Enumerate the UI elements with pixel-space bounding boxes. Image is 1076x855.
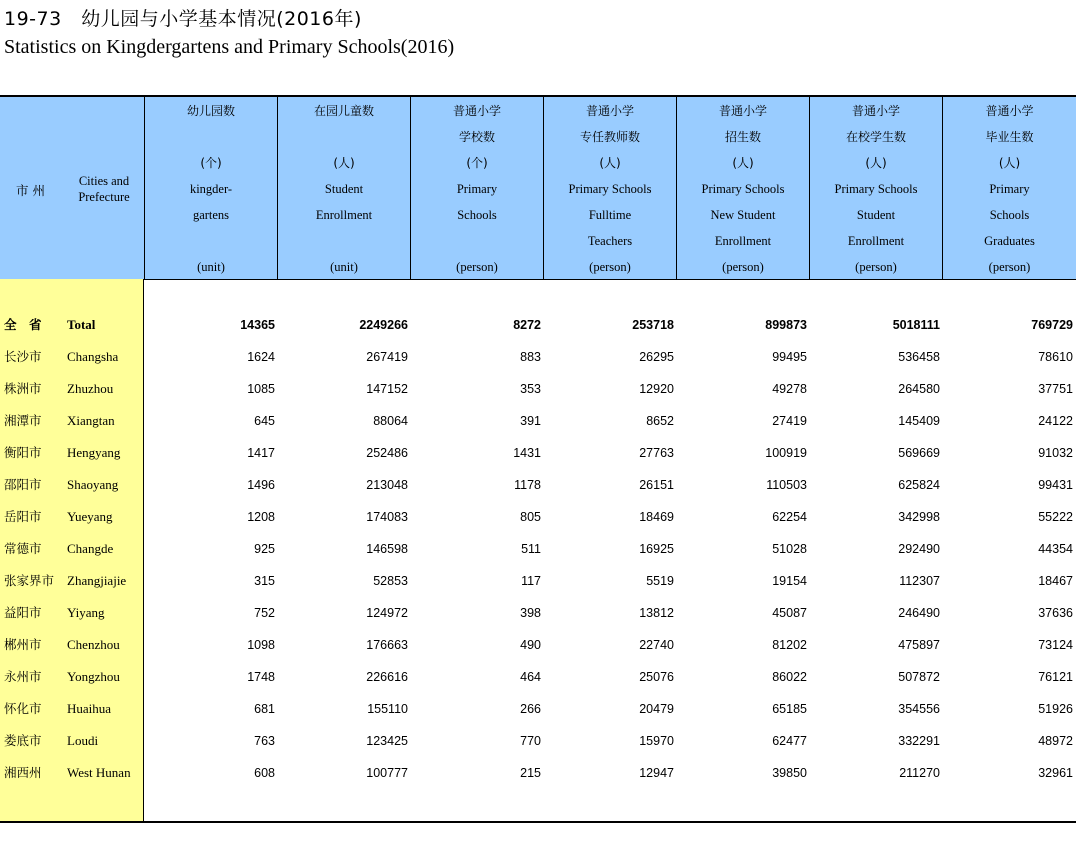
row-label-english: Changsha <box>67 349 119 364</box>
table-cell: 770 <box>520 734 541 748</box>
row-label-chinese: 衡阳市 <box>4 445 42 460</box>
column-header-line: Primary Schools <box>834 182 918 196</box>
table-cell: 391 <box>520 414 541 428</box>
column-header-line: (person) <box>589 260 631 274</box>
table-cell: 1085 <box>247 382 275 396</box>
table-cell: 267419 <box>366 350 408 364</box>
table-cell: 26295 <box>639 350 674 364</box>
table-cell: 12947 <box>639 766 674 780</box>
table-cell: 5519 <box>646 574 674 588</box>
table-cell: 39850 <box>772 766 807 780</box>
row-label-english: Chenzhou <box>67 637 120 652</box>
column-header-line: Enrollment <box>847 234 905 248</box>
column-header-line: Primary <box>989 182 1030 196</box>
row-label-chinese: 岳阳市 <box>4 509 42 524</box>
table-cell: 22740 <box>639 638 674 652</box>
column-header-line <box>278 233 410 249</box>
row-label-chinese: 永州市 <box>4 669 42 684</box>
page-title-chinese: 19-73 幼儿园与小学基本情况(2016年) <box>4 8 362 30</box>
row-label-chinese: 湘西州 <box>4 765 42 780</box>
column-header-line: 普通小学 <box>851 104 900 118</box>
table-cell: 252486 <box>366 446 408 460</box>
table-cell: 475897 <box>898 638 940 652</box>
column-header-line: 毕业生数 <box>985 130 1034 144</box>
column-header-line: (人) <box>865 156 887 170</box>
table-row <box>0 603 1076 623</box>
column-header-line: 学校数 <box>458 130 495 144</box>
row-label-english: Yongzhou <box>67 669 120 684</box>
table-cell: 14365 <box>240 318 275 332</box>
column-header-line <box>411 233 543 249</box>
column-header-line: (person) <box>855 260 897 274</box>
table-cell: 112307 <box>899 574 940 588</box>
table-cell: 507872 <box>898 670 940 684</box>
table-cell: 117 <box>521 574 541 588</box>
column-header-line: (人) <box>732 156 754 170</box>
table-cell: 805 <box>520 510 541 524</box>
table-cell: 62254 <box>772 510 807 524</box>
table-bottom-rule <box>0 821 1076 823</box>
row-label-english: Huaihua <box>67 701 112 716</box>
table-cell: 62477 <box>772 734 807 748</box>
table-cell: 1496 <box>247 478 275 492</box>
column-header-line: Enrollment <box>714 234 772 248</box>
table-cell: 18469 <box>639 510 674 524</box>
column-header-line: (个) <box>466 156 488 170</box>
table-cell: 16925 <box>639 542 674 556</box>
table-cell: 18467 <box>1038 574 1073 588</box>
table-cell: 25076 <box>639 670 674 684</box>
table-cell: 100919 <box>765 446 807 460</box>
table-cell: 315 <box>254 574 275 588</box>
column-header-line: 专任教师数 <box>579 130 640 144</box>
column-header-line: Teachers <box>587 234 633 248</box>
column-header-line: 在园儿童数 <box>313 104 374 118</box>
table-row <box>0 667 1076 687</box>
statistics-table <box>0 95 1076 823</box>
table-cell: 2249266 <box>359 318 408 332</box>
column-header-line <box>145 233 277 249</box>
table-row <box>0 731 1076 751</box>
table-cell: 511 <box>521 542 541 556</box>
table-cell: 625824 <box>898 478 940 492</box>
table-cell: 44354 <box>1038 542 1073 556</box>
column-header-line: kingder- <box>189 182 233 196</box>
column-header-3 <box>410 97 543 279</box>
column-header-line: Student <box>856 208 896 222</box>
table-cell: 174083 <box>366 510 408 524</box>
table-cell: 27763 <box>639 446 674 460</box>
table-cell: 81202 <box>772 638 807 652</box>
column-header-line: 招生数 <box>724 130 761 144</box>
table-cell: 226616 <box>366 670 408 684</box>
row-label-english: West Hunan <box>67 765 131 780</box>
table-row <box>0 699 1076 719</box>
row-label-english: Hengyang <box>67 445 121 460</box>
column-header-line: 在校学生数 <box>845 130 906 144</box>
column-header-line: (unit) <box>197 260 225 274</box>
column-header-line: Schools <box>989 208 1030 222</box>
table-cell: 5018111 <box>892 318 940 332</box>
row-label-chinese: 全 省 <box>4 317 42 332</box>
table-row <box>0 475 1076 495</box>
column-header-line: Graduates <box>984 234 1035 248</box>
column-header-line: Primary Schools <box>568 182 652 196</box>
column-header-1 <box>144 97 277 279</box>
row-label-chinese: 张家界市 <box>4 573 55 588</box>
row-label-english: Yueyang <box>67 509 113 524</box>
table-cell: 1748 <box>247 670 275 684</box>
stub-header-english <box>74 173 134 205</box>
table-cell: 763 <box>254 734 275 748</box>
table-cell: 213048 <box>366 478 408 492</box>
table-cell: 1178 <box>514 478 541 492</box>
row-label-chinese: 怀化市 <box>4 701 42 716</box>
table-cell: 19154 <box>772 574 807 588</box>
table-cell: 52853 <box>373 574 408 588</box>
row-label-english: Shaoyang <box>67 477 119 492</box>
column-header-line <box>145 129 277 145</box>
table-cell: 1624 <box>247 350 275 364</box>
table-cell: 342998 <box>898 510 940 524</box>
column-header-line: (人) <box>333 156 355 170</box>
column-header-line: gartens <box>192 208 230 222</box>
table-cell: 27419 <box>772 414 807 428</box>
column-header-line: 普通小学 <box>985 104 1034 118</box>
column-header-line: Enrollment <box>315 208 373 222</box>
row-label-english: Loudi <box>67 733 99 748</box>
table-cell: 1098 <box>247 638 275 652</box>
row-label-chinese: 株洲市 <box>4 381 42 396</box>
column-header-2 <box>277 97 410 279</box>
stub-header-english-line2: Prefecture <box>78 190 130 204</box>
row-label-english: Zhuzhou <box>67 381 114 396</box>
table-cell: 37636 <box>1038 606 1073 620</box>
table-row <box>0 507 1076 527</box>
table-cell: 681 <box>254 702 275 716</box>
table-cell: 211270 <box>899 766 940 780</box>
table-cell: 353 <box>520 382 541 396</box>
row-label-english: Xiangtan <box>67 413 115 428</box>
table-cell: 48972 <box>1038 734 1073 748</box>
table-cell: 99431 <box>1038 478 1073 492</box>
column-header-line: (个) <box>200 156 222 170</box>
table-cell: 883 <box>520 350 541 364</box>
row-label-english: Changde <box>67 541 114 556</box>
table-header <box>0 97 1076 280</box>
table-cell: 99495 <box>772 350 807 364</box>
column-header-line: Primary Schools <box>701 182 785 196</box>
table-cell: 110503 <box>766 478 807 492</box>
column-header-line <box>278 129 410 145</box>
table-cell: 13812 <box>639 606 674 620</box>
table-cell: 37751 <box>1038 382 1073 396</box>
table-cell: 752 <box>254 606 275 620</box>
table-cell: 292490 <box>898 542 940 556</box>
column-header-line: Schools <box>457 208 497 222</box>
column-header-line: (person) <box>722 260 764 274</box>
table-cell: 645 <box>254 414 275 428</box>
table-cell: 145409 <box>898 414 940 428</box>
row-label-chinese: 长沙市 <box>4 349 42 364</box>
table-cell: 354556 <box>898 702 940 716</box>
table-row <box>0 571 1076 591</box>
table-cell: 925 <box>254 542 275 556</box>
table-cell: 8652 <box>646 414 674 428</box>
table-cell: 49278 <box>772 382 807 396</box>
row-label-english: Yiyang <box>67 605 105 620</box>
table-cell: 1431 <box>513 446 541 460</box>
table-row <box>0 411 1076 431</box>
table-cell: 147152 <box>366 382 408 396</box>
column-header-line: (人) <box>599 156 621 170</box>
table-cell: 253718 <box>632 318 674 332</box>
column-header-line: 普通小学 <box>585 104 634 118</box>
column-header-4 <box>543 97 676 279</box>
table-cell: 100777 <box>366 766 408 780</box>
row-label-english: Total <box>67 317 96 332</box>
table-cell: 332291 <box>898 734 940 748</box>
table-cell: 8272 <box>513 318 541 332</box>
table-cell: 51028 <box>772 542 807 556</box>
row-label-chinese: 娄底市 <box>4 733 42 748</box>
table-cell: 266 <box>520 702 541 716</box>
column-header-line: 普通小学 <box>452 104 501 118</box>
table-cell: 26151 <box>639 478 674 492</box>
stub-header-chinese: 市 州 <box>16 183 45 198</box>
table-cell: 398 <box>520 606 541 620</box>
column-header-line: (人) <box>998 156 1021 170</box>
table-row <box>0 763 1076 783</box>
row-label-chinese: 邵阳市 <box>4 477 42 492</box>
table-row <box>0 539 1076 559</box>
table-cell: 608 <box>254 766 275 780</box>
column-header-line: (unit) <box>330 260 358 274</box>
table-cell: 464 <box>520 670 541 684</box>
table-cell: 246490 <box>898 606 940 620</box>
table-cell: 20479 <box>639 702 674 716</box>
column-header-5 <box>676 97 809 279</box>
column-header-line: 普通小学 <box>718 104 767 118</box>
row-label-chinese: 益阳市 <box>4 605 42 620</box>
table-cell: 24122 <box>1038 414 1073 428</box>
table-cell: 124972 <box>366 606 408 620</box>
table-cell: 123425 <box>366 734 408 748</box>
table-cell: 86022 <box>772 670 807 684</box>
table-cell: 73124 <box>1038 638 1073 652</box>
row-label-chinese: 郴州市 <box>4 637 42 652</box>
table-cell: 569669 <box>898 446 940 460</box>
table-row <box>0 635 1076 655</box>
row-label-chinese: 常德市 <box>4 541 42 556</box>
column-header-line: Fulltime <box>588 208 632 222</box>
table-cell: 536458 <box>898 350 940 364</box>
table-cell: 490 <box>520 638 541 652</box>
row-label-english: Zhangjiajie <box>67 573 127 588</box>
column-header-line: Student <box>324 182 364 196</box>
table-cell: 264580 <box>898 382 940 396</box>
table-row <box>0 347 1076 367</box>
table-cell: 1208 <box>247 510 275 524</box>
table-cell: 12920 <box>639 382 674 396</box>
column-header-6 <box>809 97 942 279</box>
table-cell: 45087 <box>772 606 807 620</box>
table-cell: 88064 <box>373 414 408 428</box>
table-cell: 65185 <box>772 702 807 716</box>
table-cell: 769729 <box>1031 318 1073 332</box>
column-header-7 <box>942 97 1076 279</box>
column-header-line: (person) <box>988 260 1031 274</box>
table-cell: 1417 <box>247 446 275 460</box>
table-cell: 155110 <box>367 702 408 716</box>
table-cell: 32961 <box>1038 766 1073 780</box>
table-cell: 55222 <box>1038 510 1073 524</box>
table-cell: 78610 <box>1038 350 1073 364</box>
column-header-line: (person) <box>456 260 498 274</box>
table-row-total <box>0 315 1076 335</box>
stub-header-english-line1: Cities and <box>78 174 130 188</box>
table-cell: 51926 <box>1038 702 1073 716</box>
table-cell: 15970 <box>639 734 674 748</box>
table-cell: 76121 <box>1038 670 1073 684</box>
table-cell: 215 <box>520 766 541 780</box>
column-header-line: Primary <box>456 182 498 196</box>
table-row <box>0 379 1076 399</box>
table-cell: 899873 <box>765 318 807 332</box>
table-cell: 176663 <box>366 638 408 652</box>
table-cell: 91032 <box>1038 446 1073 460</box>
column-header-line: 幼儿园数 <box>186 104 235 118</box>
table-row <box>0 443 1076 463</box>
table-cell: 146598 <box>366 542 408 556</box>
page-title-english: Statistics on Kingdergartens and Primary Schools(2016) <box>4 36 455 58</box>
row-label-chinese: 湘潭市 <box>4 413 42 428</box>
column-header-line: New Student <box>710 208 776 222</box>
